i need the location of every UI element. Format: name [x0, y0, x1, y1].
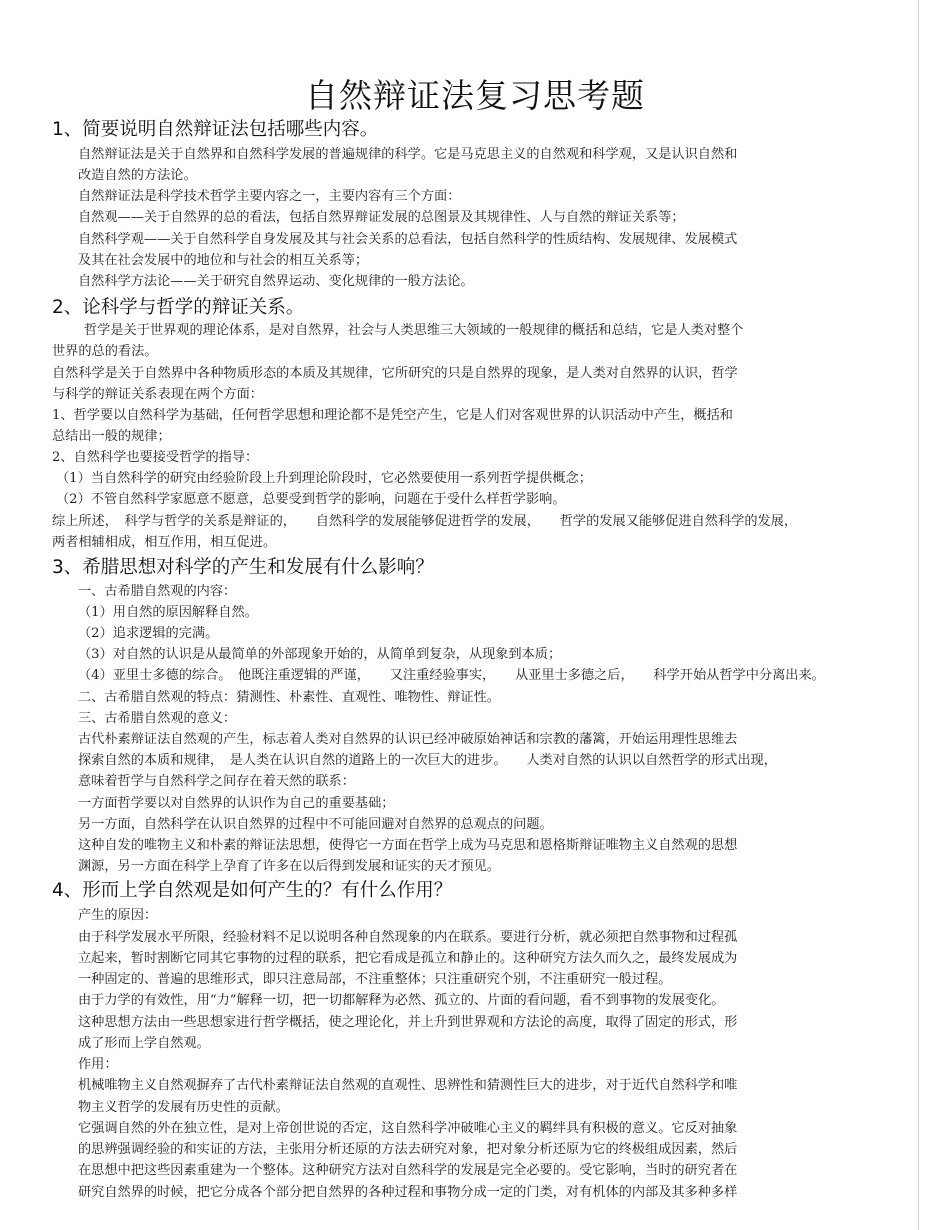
q3-line: 三、古希腊自然观的意义：: [78, 711, 237, 726]
q1-line: 改造自然的方法论。: [78, 168, 197, 183]
q3-line: 这种自发的唯物主义和朴素的辩证法思想，使得它一方面在哲学上成为马克思和恩格斯辩证唯物主义自然观的思想: [78, 838, 738, 853]
q3-line: 另一方面，自然科学在认识自然界的过程中不可能回避对自然界的总观点的问题。: [78, 817, 553, 832]
q1-line: 自然辩证法是科学技术哲学主要内容之一，主要内容有三个方面：: [78, 189, 461, 204]
q4-line: 它强调自然的外在独立性，是对上帝创世说的否定，这自然科学冲破唯心主义的羁绊具有积极的意义。它反对抽象: [78, 1121, 738, 1136]
q4-line: 成了形而上学自然观。: [78, 1036, 210, 1051]
q3-line: 探索自然的本质和规律， 是人类在认识自然的道路上的一次巨大的进步。 人类对自然的认识以自然哲学的形式出现，: [78, 753, 777, 768]
q4-line: 的思辨强调经验的和实证的方法，主张用分析还原的方法去研究对象，把对象分析还原为它的终极组成因素，然后: [78, 1142, 738, 1157]
q1-line: 自然观——关于自然界的总的看法，包括自然界辩证发展的总图景及其规律性、人与自然的辩证关系等；: [78, 210, 685, 225]
q2-line: 与科学的辩证关系表现在两个方面：: [52, 387, 263, 402]
question-4-heading: 4、形而上学自然观是如何产生的？有什么作用？: [52, 880, 453, 901]
q4-line: 作用：: [78, 1057, 118, 1072]
q3-line: 一、古希腊自然观的内容：: [78, 584, 237, 599]
q2-line: 世界的总的看法。: [52, 344, 158, 359]
q4-line: 立起来，暂时割断它同其它事物的过程的联系，把它看成是孤立和静止的。这种研究方法久而久之，最终发展成为: [78, 951, 738, 966]
q2-line: （1）当自然科学的研究由经验阶段上升到理论阶段时，它必然要使用一系列哲学提供概念；: [56, 471, 592, 486]
q3-line: 二、古希腊自然观的特点：猜测性、朴素性、直观性、唯物性、辩证性。: [78, 690, 500, 705]
q2-line: 哲学是关于世界观的理论体系，是对自然界，社会与人类思维三大领域的一般规律的概括和总结，它是人类对整个: [84, 323, 744, 338]
q1-line: 自然辩证法是关于自然界和自然科学发展的普遍规律的科学。它是马克思主义的自然观和科学观，又是认识自然和: [78, 147, 738, 162]
q2-line: 两者相辅相成，相互作用，相互促进。: [52, 535, 277, 550]
q3-line: （4）亚里士多德的综合。 他既注重逻辑的严谨， 又注重经验事实， 从亚里士多德之后， 科学开始从哲学中分离出来。: [78, 668, 825, 683]
q2-line: 1、哲学要以自然科学为基础，任何哲学思想和理论都不是凭空产生，它是人们对客观世界的认识活动中产生，概括和: [52, 408, 733, 423]
q3-line: 古代朴素辩证法自然观的产生，标志着人类对自然界的认识已经冲破原始神话和宗教的藩篱，开始运用理性思维去: [78, 732, 738, 747]
q4-line: 产生的原因：: [78, 908, 158, 923]
q2-line: 综上所述， 科学与哲学的关系是辩证的， 自然科学的发展能够促进哲学的发展， 哲学的发展又能够促进自然科学的发展，: [52, 514, 798, 529]
q2-line: 自然科学是关于自然界中各种物质形态的本质及其规律，它所研究的只是自然界的现象，是人类对自然界的认识，哲学: [52, 366, 738, 381]
q3-line: （3）对自然的认识是从最简单的外部现象开始的，从简单到复杂，从现象到本质；: [78, 647, 562, 662]
q4-line: 这种思想方法由一些思想家进行哲学概括，使之理论化，并上升到世界观和方法论的高度，取得了固定的形式，形: [78, 1015, 738, 1030]
q2-line: 总结出一般的规律；: [52, 429, 171, 444]
page-edge-divider: [918, 0, 919, 1230]
q4-line: 机械唯物主义自然观摒弃了古代朴素辩证法自然观的直观性、思辨性和猜测性巨大的进步，对于近代自然科学和唯: [78, 1078, 738, 1093]
q1-line: 及其在社会发展中的地位和与社会的相互关系等；: [78, 253, 369, 268]
q4-line: 由于力学的有效性，用“力”解释一切，把一切都解释为必然、孤立的、片面的看问题，看不到事物的发展变化。: [78, 993, 725, 1008]
q3-line: 渊源，另一方面在科学上孕育了许多在以后得到发展和证实的天才预见。: [78, 859, 500, 874]
q2-line: （2）不管自然科学家愿意不愿意，总要受到哲学的影响，问题在于受什么样哲学影响。: [56, 492, 566, 507]
q1-line: 自然科学方法论——关于研究自然界运动、变化规律的一般方法论。: [78, 274, 474, 289]
q3-line: 一方面哲学要以对自然界的认识作为自己的重要基础；: [78, 796, 395, 811]
question-3-heading: 3、希腊思想对科学的产生和发展有什么影响？: [52, 557, 434, 578]
q1-line: 自然科学观——关于自然科学自身发展及其与社会关系的总看法，包括自然科学的性质结构、发展规律、发展模式: [78, 232, 738, 247]
q3-line: （2）追求逻辑的完满。: [78, 626, 219, 641]
question-1-heading: 1、简要说明自然辩证法包括哪些内容。: [52, 119, 379, 140]
q4-line: 一种固定的、普遍的思维形式，即只注意局部，不注重整体；只注重研究个别，不注重研究一般过程。: [78, 972, 672, 987]
q3-line: 意味着哲学与自然科学之间存在着天然的联系：: [78, 774, 355, 789]
question-2-heading: 2、论科学与哲学的辩证关系。: [52, 297, 305, 318]
q4-line: 由于科学发展水平所限，经验材料不足以说明各种自然现象的内在联系。要进行分析，就必须把自然事物和过程孤: [78, 930, 738, 945]
q4-line: 在思想中把这些因素重建为一个整体。这种研究方法对自然科学的发展是完全必要的。受它影响，当时的研究者在: [78, 1163, 738, 1178]
q3-line: （1）用自然的原因解释自然。: [78, 605, 258, 620]
q4-line: 研究自然界的时候，把它分成各个部分把自然界的各种过程和事物分成一定的门类，对有机体的内部及其多种多样: [78, 1185, 738, 1200]
q4-line: 物主义哲学的发展有历史性的贡献。: [78, 1100, 289, 1115]
q2-line: 2、自然科学也要接受哲学的指导：: [52, 450, 259, 465]
document-title: 自然辩证法复习思考题: [305, 76, 645, 115]
